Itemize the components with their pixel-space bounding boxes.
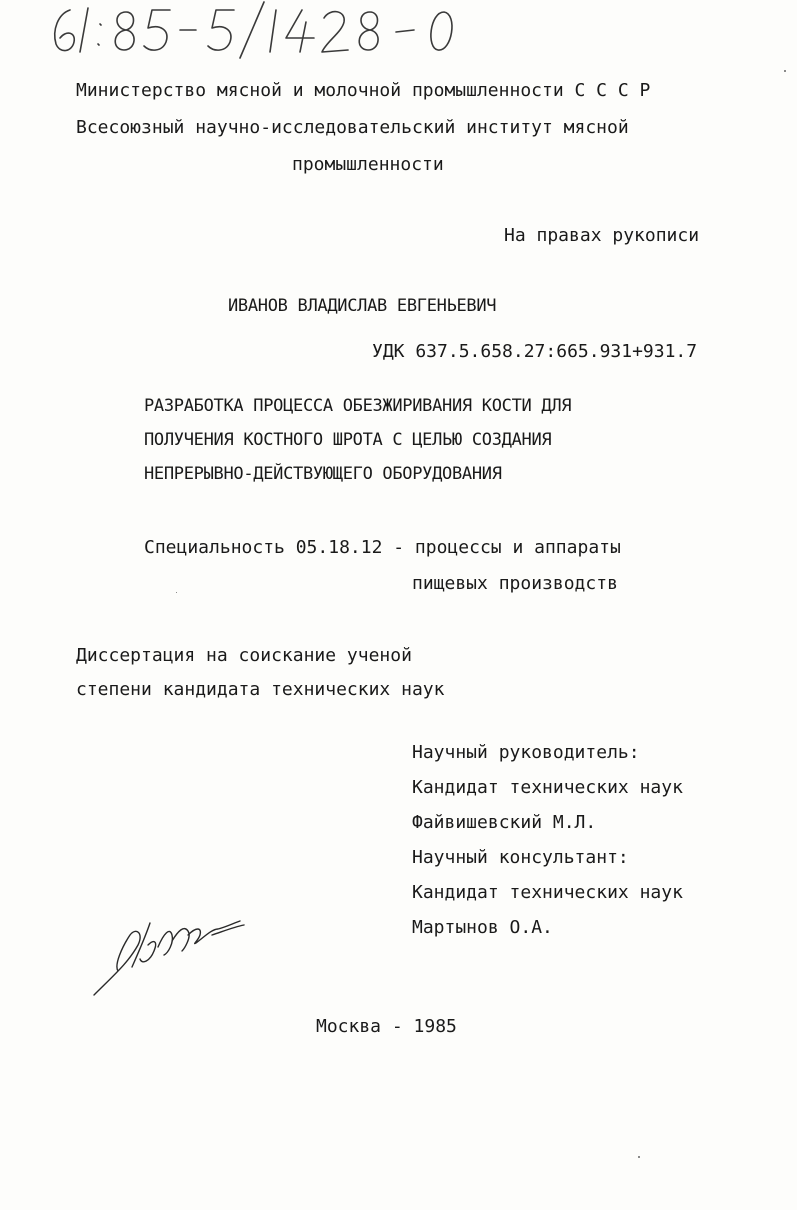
udk-code: УДК 637.5.658.27:665.931+931.7 [372,341,698,362]
scan-speck [638,1156,640,1158]
author-name: ИВАНОВ ВЛАДИСЛАВ ЕВГЕНЬЕВИЧ [228,296,497,316]
dissertation-line-1: Диссертация на соискание ученой [76,645,412,666]
author-signature [84,905,254,1000]
specialty-line-1: Специальность 05.18.12 - процессы и аппараты [144,537,621,558]
consultant-label: Научный консультант: [412,847,629,868]
institute-line-2: промышленности [292,154,444,175]
ministry-line: Министерство мясной и молочной промышленности С С С Р [76,80,651,101]
city-year: Москва - 1985 [316,1016,457,1037]
title-line-1: РАЗРАБОТКА ПРОЦЕССА ОБЕЗЖИРИВАНИЯ КОСТИ ДЛЯ [144,396,572,416]
institute-line-1: Всесоюзный научно-исследовательский институт мясной [76,117,629,138]
title-line-3: НЕПРЕРЫВНО-ДЕЙСТВУЮЩЕГО ОБОРУДОВАНИЯ [144,464,502,484]
title-line-2: ПОЛУЧЕНИЯ КОСТНОГО ШРОТА С ЦЕЛЬЮ СОЗДАНИЯ [144,430,552,450]
dissertation-line-2: степени кандидата технических наук [76,679,445,700]
supervisor-label: Научный руководитель: [412,742,640,763]
handwritten-archive-number [30,0,470,62]
supervisor-name: Файвишевский М.Л. [412,812,597,833]
consultant-degree: Кандидат технических наук [412,882,683,903]
supervisor-degree: Кандидат технических наук [412,777,683,798]
scan-speck [784,70,786,72]
scan-speck [176,592,177,593]
manuscript-note: На правах рукописи [504,225,700,246]
specialty-line-2: пищевых производств [412,573,618,594]
consultant-name: Мартынов О.А. [412,917,553,938]
